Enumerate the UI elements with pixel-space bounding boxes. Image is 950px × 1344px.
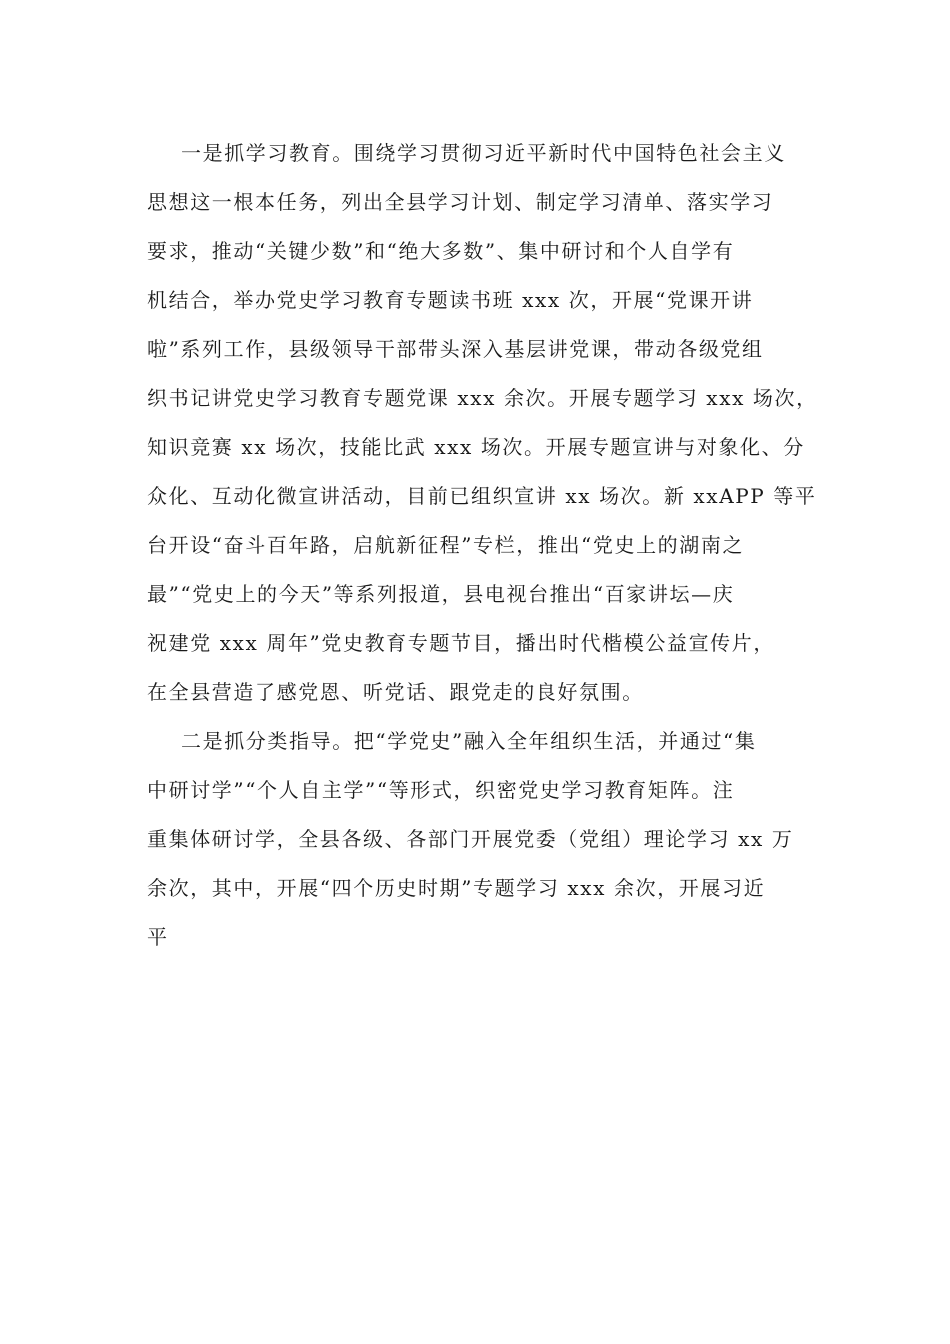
- paragraph-line: 知识竞赛 xx 场次，技能比武 xxx 场次。开展专题宣讲与对象化、分: [147, 435, 805, 459]
- paragraph-line: 余次，其中，开展“四个历史时期”专题学习 xxx 余次，开展习近: [147, 876, 766, 900]
- paragraph-line: 思想这一根本任务，列出全县学习计划、制定学习清单、落实学习: [147, 190, 774, 214]
- paragraph-learning-education: [147, 134, 818, 722]
- paragraph-line: 要求，推动“关键少数”和“绝大多数”、集中研讨和个人自学有: [147, 239, 735, 263]
- paragraph-line: 重集体研讨学，全县各级、各部门开展党委（党组）理论学习 xx 万: [147, 827, 794, 851]
- paragraph-line: 平: [147, 925, 169, 949]
- paragraph-classified-guidance: [147, 722, 807, 967]
- paragraph-line: 织书记讲党史学习教育专题党课 xxx 余次。开展专题学习 xxx 场次，: [147, 386, 818, 410]
- paragraph-line: 众化、互动化微宣讲活动，目前已组织宣讲 xx 场次。新 xxAPP 等平: [147, 484, 817, 508]
- paragraph-line: 最”“党史上的今天”等系列报道，县电视台推出“百家讲坛—庆: [147, 582, 735, 606]
- paragraph-line: 台开设“奋斗百年路，启航新征程”专栏，推出“党史上的湖南之: [147, 533, 745, 557]
- paragraph-line: 祝建党 xxx 周年”党史教育专题节目，播出时代楷模公益宣传片，: [147, 631, 775, 655]
- paragraph-line: 在全县营造了感党恩、听党话、跟党走的良好氛围。: [147, 680, 644, 704]
- document-body: [147, 134, 818, 967]
- paragraph-line: 机结合，举办党史学习教育专题读书班 xxx 次，开展“党课开讲: [147, 288, 754, 312]
- paragraph-line: 啦”系列工作，县级领导干部带头深入基层讲党课，带动各级党组: [147, 337, 764, 361]
- paragraph-line: 二是抓分类指导。把“学党史”融入全年组织生活，并通过“集: [181, 729, 757, 753]
- paragraph-line: 中研讨学”“个人自主学”“等形式，织密党史学习教育矩阵。注: [147, 778, 735, 802]
- paragraph-line: 一是抓学习教育。围绕学习贯彻习近平新时代中国特色社会主义: [181, 141, 786, 165]
